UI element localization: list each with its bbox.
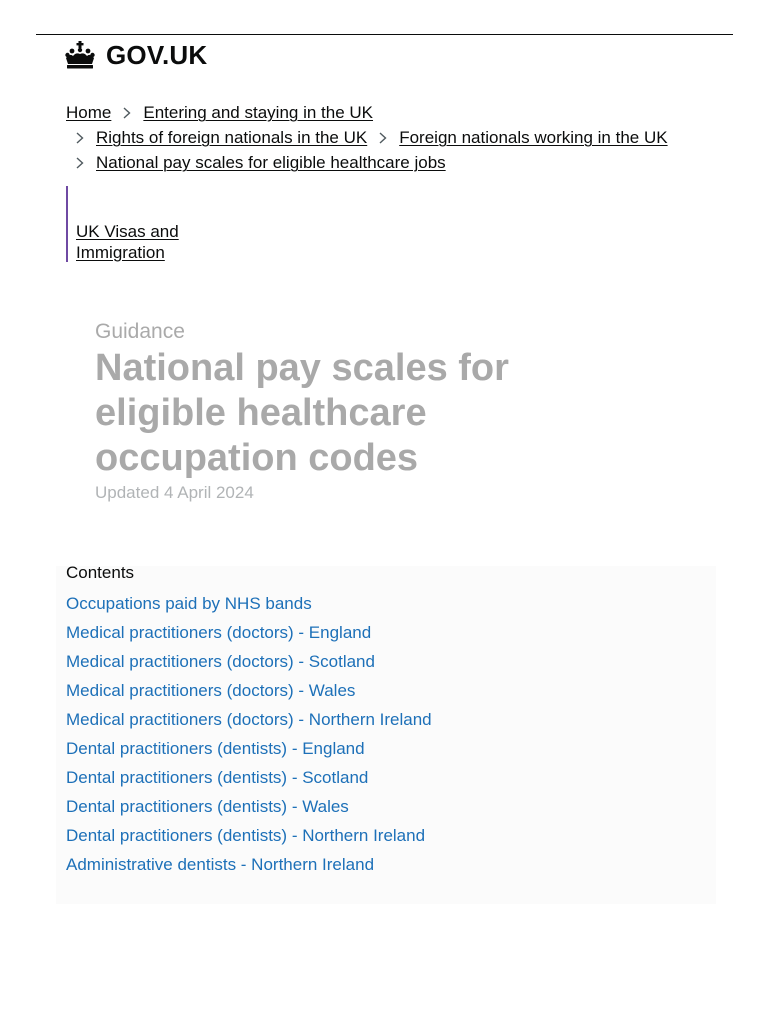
contents-link[interactable]: Dental practitioners (dentists) - Northern Ireland bbox=[66, 826, 426, 845]
header-rule bbox=[36, 34, 733, 35]
contents-link[interactable]: Dental practitioners (dentists) - Scotland bbox=[66, 768, 369, 787]
document-type-caption: Guidance bbox=[95, 320, 185, 343]
chevron-right-icon bbox=[377, 132, 389, 144]
breadcrumb-row bbox=[66, 125, 668, 150]
breadcrumb-foreign-nationals-working[interactable]: Foreign nationals working in the UK bbox=[399, 128, 668, 147]
list-item bbox=[66, 679, 432, 708]
chevron-right-icon bbox=[121, 107, 133, 119]
contents-link[interactable]: Medical practitioners (doctors) - Wales bbox=[66, 681, 356, 700]
list-item bbox=[66, 592, 432, 621]
chevron-right-icon bbox=[74, 132, 86, 144]
list-item bbox=[66, 795, 432, 824]
breadcrumb-row bbox=[66, 150, 668, 175]
breadcrumb-national-pay-scales[interactable]: National pay scales for eligible healthcare jobs bbox=[96, 153, 446, 172]
breadcrumb bbox=[66, 100, 668, 175]
list-item bbox=[66, 708, 432, 737]
contents-link[interactable]: Dental practitioners (dentists) - Wales bbox=[66, 797, 349, 816]
page-title: National pay scales for eligible healthcare occupation codes bbox=[95, 347, 509, 479]
govuk-logo-link[interactable] bbox=[64, 38, 207, 72]
list-item bbox=[66, 824, 432, 853]
list-item bbox=[66, 737, 432, 766]
logo-wordmark: GOV.UK bbox=[106, 39, 208, 70]
list-item bbox=[66, 650, 432, 679]
updated-date: Updated 4 April 2024 bbox=[95, 483, 254, 502]
contents-list bbox=[66, 592, 432, 882]
contents-link[interactable]: Medical practitioners (doctors) - Northern Ireland bbox=[66, 710, 432, 729]
contents-link[interactable]: Medical practitioners (doctors) - England bbox=[66, 623, 372, 642]
list-item bbox=[66, 853, 432, 882]
chevron-right-icon bbox=[74, 157, 86, 169]
breadcrumb-entering-staying[interactable]: Entering and staying in the UK bbox=[143, 103, 374, 122]
contents-link[interactable]: Dental practitioners (dentists) - England bbox=[66, 739, 365, 758]
list-item bbox=[66, 621, 432, 650]
list-item bbox=[66, 766, 432, 795]
breadcrumb-home[interactable]: Home bbox=[66, 103, 112, 122]
breadcrumb-row bbox=[66, 100, 668, 125]
contents-link[interactable]: Occupations paid by NHS bands bbox=[66, 594, 312, 613]
crown-icon bbox=[64, 40, 96, 70]
breadcrumb-rights-foreign-nationals[interactable]: Rights of foreign nationals in the UK bbox=[96, 128, 368, 147]
organisation-link[interactable]: UK Visas and Immigration bbox=[76, 222, 179, 262]
contents-link[interactable]: Medical practitioners (doctors) - Scotland bbox=[66, 652, 375, 671]
contents-link[interactable]: Administrative dentists - Northern Ireland bbox=[66, 855, 375, 874]
contents-heading: Contents bbox=[66, 563, 135, 582]
organisation-logo bbox=[66, 186, 201, 262]
